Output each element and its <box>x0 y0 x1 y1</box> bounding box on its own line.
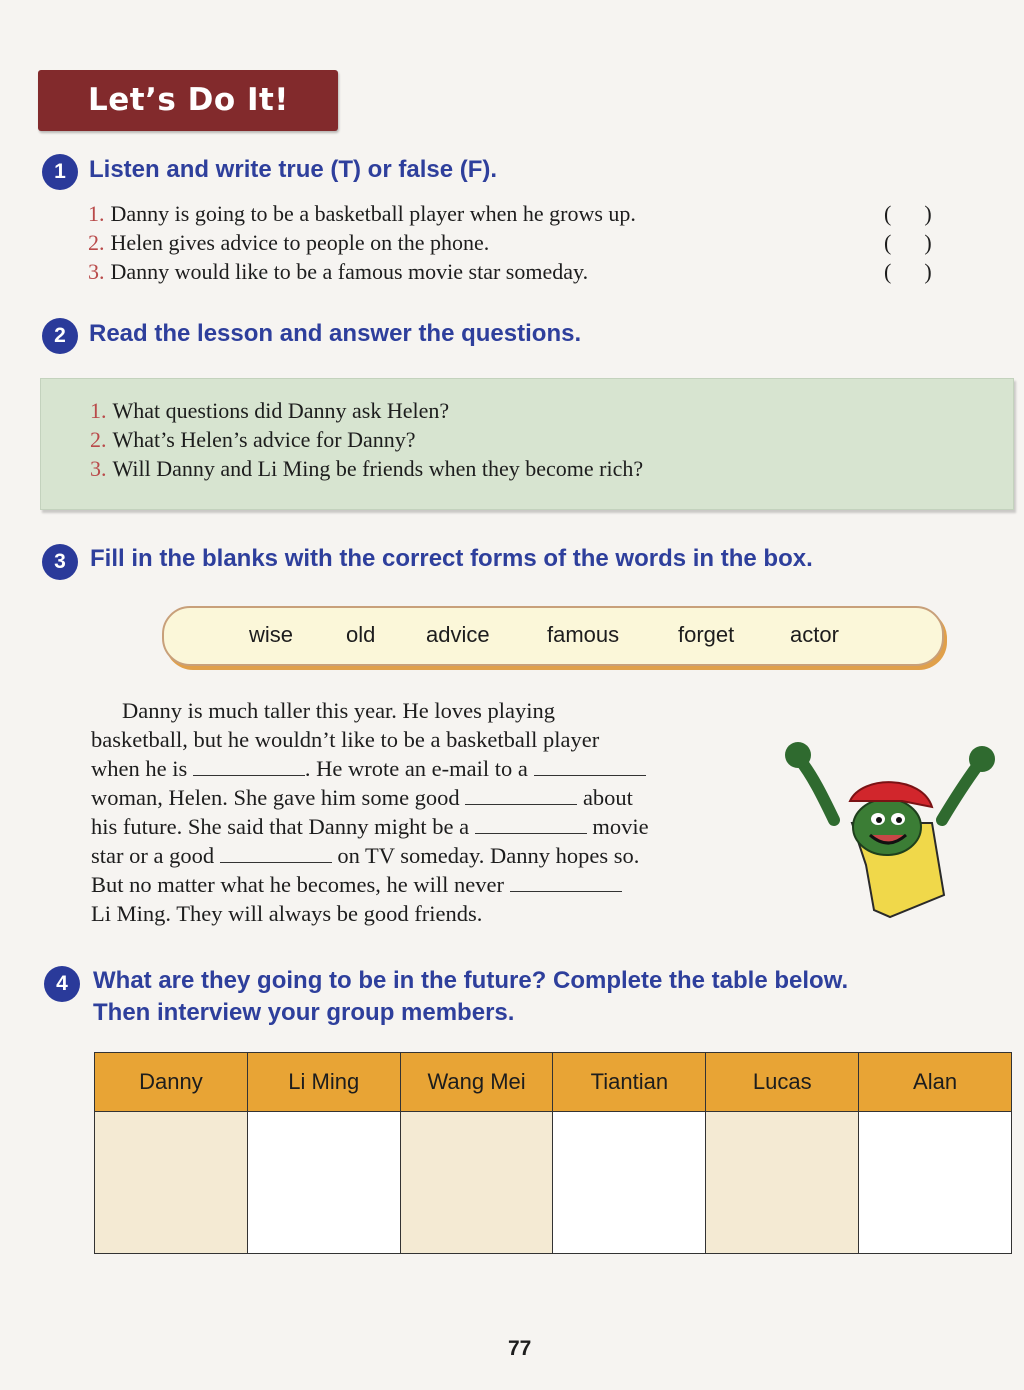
column-header-lucas: Lucas <box>706 1053 859 1112</box>
section-1-item <box>88 230 489 256</box>
question-item <box>90 427 416 453</box>
passage-line <box>91 843 639 869</box>
section-4-title-line-2: Then interview your group members. <box>93 999 515 1026</box>
section-1-title: Listen and write true (T) or false (F). <box>89 156 498 183</box>
item-number: 1. <box>88 201 105 226</box>
passage-text: his future. She said that Danny might be a <box>91 814 475 839</box>
answer-cell-alan[interactable] <box>859 1112 1012 1254</box>
future-jobs-table <box>94 1052 1012 1254</box>
section-2-title: Read the lesson and answer the questions. <box>89 320 582 347</box>
item-text: Danny is going to be a basketball player when he grows up. <box>110 201 636 226</box>
passage-text: movie <box>586 814 649 839</box>
answer-cell-tiantian[interactable] <box>553 1112 706 1254</box>
page-number: 77 <box>508 1337 532 1360</box>
question-text: What questions did Danny ask Helen? <box>112 398 450 423</box>
answer-blank[interactable]: ( ) <box>884 259 932 284</box>
section-1-number-badge: 1 <box>42 154 78 190</box>
passage-line <box>91 872 622 898</box>
passage-line <box>91 901 482 927</box>
item-number: 2. <box>88 230 105 255</box>
passage-text: Danny is much taller this year. He loves playing <box>122 698 556 723</box>
question-text: What’s Helen’s advice for Danny? <box>112 427 416 452</box>
question-item <box>90 398 449 424</box>
word-actor: actor <box>790 622 839 647</box>
word-advice: advice <box>426 622 490 647</box>
passage-text: Li Ming. They will always be good friends. <box>91 901 483 926</box>
section-3-number-badge: 3 <box>42 544 78 580</box>
fill-blank[interactable] <box>534 757 646 776</box>
passage-line <box>91 756 646 782</box>
passage-text: basketball, but he wouldn’t like to be a basketball player <box>91 727 600 752</box>
word-wise: wise <box>249 622 294 647</box>
column-header-alan: Alan <box>859 1053 1012 1112</box>
item-text: Helen gives advice to people on the phone. <box>110 230 490 255</box>
passage-line <box>91 814 649 840</box>
word-forget: forget <box>678 622 735 647</box>
column-header-wang-mei: Wang Mei <box>400 1053 553 1112</box>
question-text: Will Danny and Li Ming be friends when they become rich? <box>112 456 644 481</box>
banner-title: Let’s Do It! <box>88 82 289 118</box>
item-number: 3. <box>88 259 105 284</box>
answer-cell-danny[interactable] <box>95 1112 248 1254</box>
fill-blank[interactable] <box>465 786 577 805</box>
section-1-item <box>88 201 636 227</box>
lets-do-it-banner <box>38 70 338 131</box>
passage-text: star or a good <box>91 843 220 868</box>
section-3-title: Fill in the blanks with the correct forms of the words in the box. <box>90 545 813 572</box>
answer-cell-wang-mei[interactable] <box>400 1112 553 1254</box>
column-header-tiantian: Tiantian <box>553 1053 706 1112</box>
passage-text: woman, Helen. She gave him some good <box>91 785 466 810</box>
section-2-number-badge: 2 <box>42 318 78 354</box>
word-old: old <box>346 622 376 647</box>
word-box <box>162 606 944 666</box>
section-1-item <box>88 259 588 285</box>
fill-blank[interactable] <box>193 757 305 776</box>
column-header-li-ming: Li Ming <box>247 1053 400 1112</box>
answer-blank[interactable]: ( ) <box>884 230 932 255</box>
passage-text: about <box>577 785 633 810</box>
item-text: Danny would like to be a famous movie star someday. <box>110 259 589 284</box>
table-row <box>95 1112 1012 1254</box>
passage-text: when he is <box>91 756 193 781</box>
section-4-number-badge: 4 <box>44 966 80 1002</box>
passage-text: on TV someday. Danny hopes so. <box>331 843 640 868</box>
answer-cell-li-ming[interactable] <box>247 1112 400 1254</box>
question-number: 3. <box>90 456 107 481</box>
frog-cheering-illustration <box>782 735 1002 920</box>
passage-line <box>122 698 555 724</box>
question-number: 2. <box>90 427 107 452</box>
passage-line <box>91 727 599 753</box>
question-number: 1. <box>90 398 107 423</box>
passage-text: But no matter what he becomes, he will never <box>91 872 510 897</box>
answer-cell-lucas[interactable] <box>706 1112 859 1254</box>
table-header-row <box>95 1053 1012 1112</box>
section-4-title-line-1: What are they going to be in the future? Complete the table below. <box>93 967 849 994</box>
fill-blank[interactable] <box>510 873 622 892</box>
answer-blank[interactable]: ( ) <box>884 201 932 226</box>
word-famous: famous <box>547 622 620 647</box>
passage-text: . He wrote an e-mail to a <box>304 756 534 781</box>
column-header-danny: Danny <box>95 1053 248 1112</box>
fill-blank[interactable] <box>475 815 587 834</box>
passage-line <box>91 785 633 811</box>
question-item <box>90 456 643 482</box>
fill-blank[interactable] <box>220 844 332 863</box>
